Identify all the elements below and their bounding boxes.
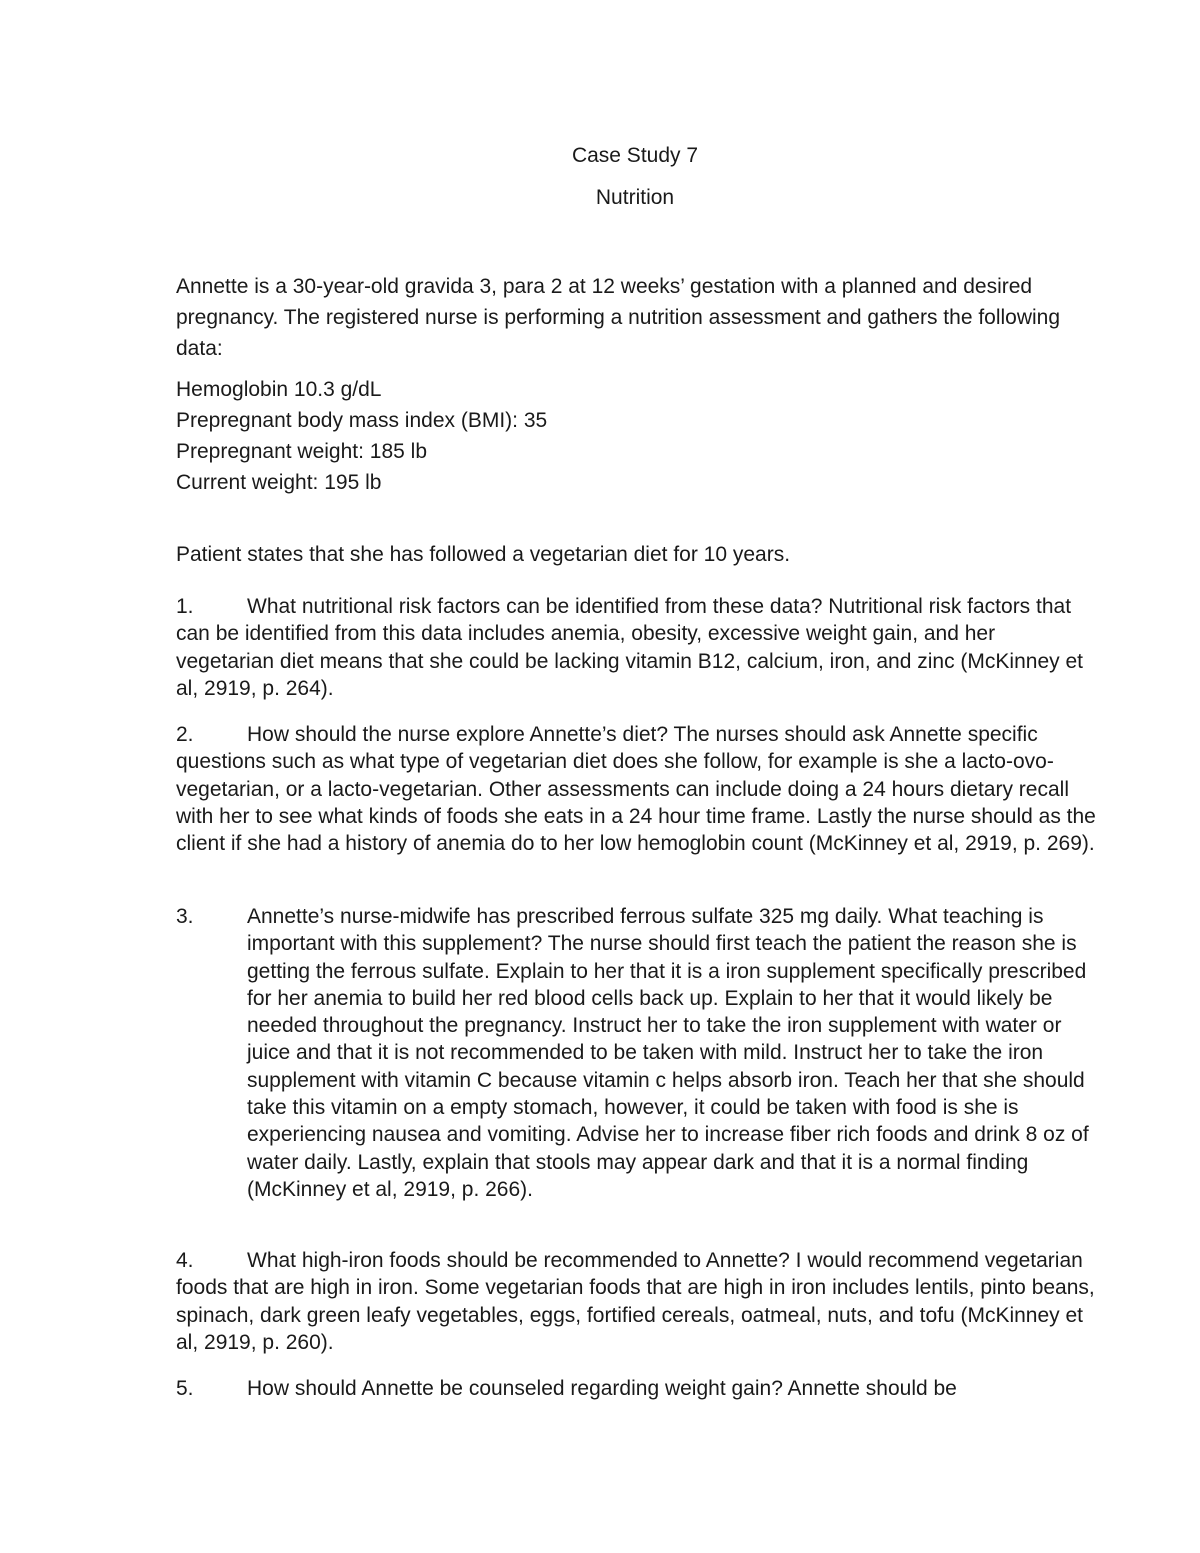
data-item-current-weight: Current weight: 195 lb xyxy=(176,471,382,494)
data-item-bmi: Prepregnant body mass index (BMI): 35 xyxy=(176,409,548,432)
intro-paragraph: Annette is a 30-year-old gravida 3, para 2 at 12 weeks’ gestation with a planned and desired pregnancy. The registered nurse is performing a nutrition assessment and gathers the following data: xyxy=(176,275,1061,360)
patient-statement: Patient states that she has followed a vegetarian diet for 10 years. xyxy=(176,543,791,566)
question-number: 4. xyxy=(176,1249,194,1272)
question-text: What high-iron foods should be recommended to Annette? I would recommend vegetarian foods that are high in iron. Some vegetarian foods that are high in iron includes lentils, pinto beans, spinach, dark green leafy vegetables, eggs, fortified cereals, oatmeal, nuts, and tofu (McKinney et al, 2919, p. 260). xyxy=(176,1249,1095,1354)
document-subtitle: Nutrition xyxy=(595,186,675,209)
document-title: Case Study 7 xyxy=(571,144,699,167)
question-text: How should Annette be counseled regarding weight gain? Annette should be xyxy=(247,1377,957,1400)
question-2 xyxy=(176,721,1096,857)
question-1 xyxy=(176,593,1096,702)
question-number: 5. xyxy=(176,1377,194,1400)
question-number: 3. xyxy=(176,905,194,928)
question-5 xyxy=(176,1375,1096,1402)
question-4 xyxy=(176,1247,1096,1356)
question-3 xyxy=(176,903,1096,1203)
data-item-prepregnant-weight: Prepregnant weight: 185 lb xyxy=(176,440,428,463)
question-number: 2. xyxy=(176,723,194,746)
question-text: How should the nurse explore Annette’s diet? The nurses should ask Annette specific questions such as what type of vegetarian diet does she follow, for example is she a lacto-ovo-vegetarian, or a lacto-vegetarian. Other assessments can include doing a 24 hours dietary recall with her to see what kinds of foods she eats in a 24 hour time frame. Lastly the nurse should as the client if she had a history of anemia do to her low hemoglobin count (McKinney et al, 2919, p. 269). xyxy=(176,723,1096,856)
question-number: 1. xyxy=(176,595,194,618)
data-item-hemoglobin: Hemoglobin 10.3 g/dL xyxy=(176,378,382,401)
question-text: Annette’s nurse-midwife has prescribed ferrous sulfate 325 mg daily. What teaching is important with this supplement? The nurse should first teach the patient the reason she is getting the ferrous sulfate. Explain to her that it is a iron supplement specifically prescribed for her anemia to build her red blood cells back up. Explain to her that it would likely be needed throughout the pregnancy. Instruct her to take the iron supplement with water or juice and that it is not recommended to be taken with mild. Instruct her to take the iron supplement with vitamin C because vitamin c helps absorb iron. Teach her that she should take this vitamin on a empty stomach, however, it could be taken with food is she is experiencing nausea and vomiting. Advise her to increase fiber rich foods and drink 8 oz of water daily. Lastly, explain that stools may appear dark and that it is a normal finding (McKinney et al, 2919, p. 266). xyxy=(247,905,1089,1201)
assessment-data-list xyxy=(176,374,1076,498)
question-text: What nutritional risk factors can be identified from these data? Nutritional risk factors that can be identified from this data includes anemia, obesity, excessive weight gain, and her vegetarian diet means that she could be lacking vitamin B12, calcium, iron, and zinc (McKinney et al, 2919, p. 264). xyxy=(176,595,1083,700)
